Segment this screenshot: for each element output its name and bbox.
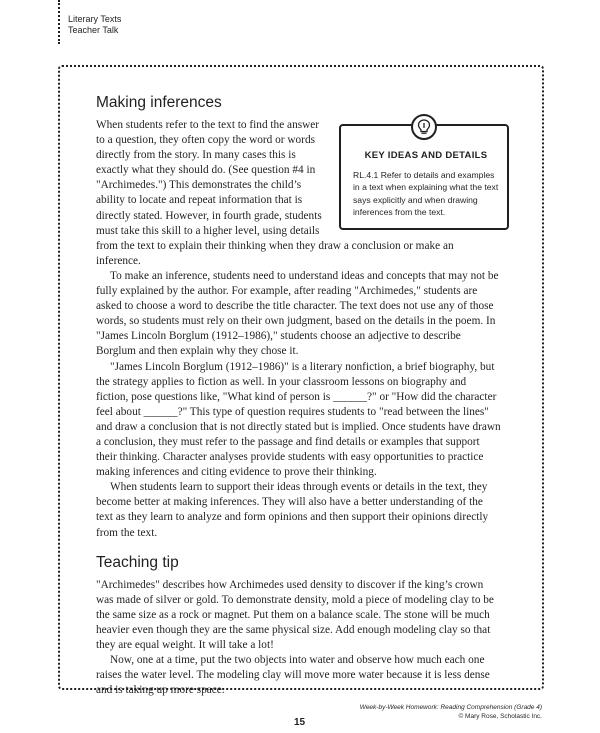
lightbulb-icon: [411, 114, 437, 140]
header-rule: [58, 0, 60, 44]
copyright: © Mary Rose, Scholastic Inc.: [458, 713, 542, 720]
page-header: [68, 14, 121, 36]
paragraph: "Archimedes" describes how Archimedes used density to discover if the king’s crown was made of silver or gold. To demonstrate density, mold a piece of modeling clay to be the same size as a rock or magnet. Put them on a balance scale. The stone will be much heavier even though they are the same physical size. Add enough modeling clay so that they are equal weight. It will take a lot!: [96, 578, 494, 651]
main-content: [96, 94, 501, 698]
key-ideas-title: KEY IDEAS AND DETAILS: [364, 150, 488, 161]
header-category: Literary Texts: [68, 14, 122, 24]
paragraph: Now, one at a time, put the two objects into water and observe how much each one raises the water level. The modeling clay will move more water because it is less dense and is taking up more space.: [96, 654, 490, 697]
page-footer: [360, 703, 542, 721]
paragraph: When students learn to support their ideas through events or details in the text, they become better at making inferences. They will also have a better understanding of the text as they learn to analyze and form opinions and then support their opinions directly from the text.: [96, 481, 489, 539]
key-ideas-standard: RL.4.1 Refer to details and examples in a text when explaining what the text says explicitly and when drawing inferences from the text.: [353, 170, 499, 217]
paragraph: When students refer to the text to find the answer to a question, they often copy the word or words directly from the story. In many cases this is exactly what they should do. (See question #4 in "Archimedes.") This demonstrates the child’s ability to locate and repeat information that is directly stated. However, in fourth grade, students must take this skill to a higher level, using details from the text to explain their thinking when they draw a conclusion or make an inference.: [96, 119, 454, 267]
paragraph: To make an inference, students need to understand ideas and concepts that may not be fully explained by the author. For example, after reading "Archimedes," students are asked to choose a word to describe the title character. The text does not use any of those words, so students must rely on their own judgment, based on the details in the poem. In "James Lincoln Borglum (1912–1986)," students choose an adjective to describe Borglum and then explain why they chose it.: [96, 269, 499, 358]
book-title: Week-by-Week Homework: Reading Comprehension (Grade 4): [359, 704, 542, 711]
section-heading-teaching-tip: Teaching tip: [96, 553, 179, 571]
key-ideas-box: [339, 124, 509, 230]
header-subcategory: Teacher Talk: [68, 25, 119, 35]
page-number: 15: [294, 717, 306, 728]
paragraph: "James Lincoln Borglum (1912–1986)" is a literary nonfiction, a brief biography, but the strategy applies to fiction as well. In your classroom lessons on biography and fiction, pose questions like, "What kind of person is ______?" or "How did the character feel about ______?" This type of question requires students to "read between the lines" and draw a conclusion that is not directly stated but is implied. Once students have drawn a conclusion, they must refer to the passage and find details or examples that support their thinking. Character analyses provide students with easy opportunities to practice making inferences and citing evidence to prove their thinking.: [96, 360, 501, 479]
section-heading-making-inferences: Making inferences: [96, 94, 222, 111]
